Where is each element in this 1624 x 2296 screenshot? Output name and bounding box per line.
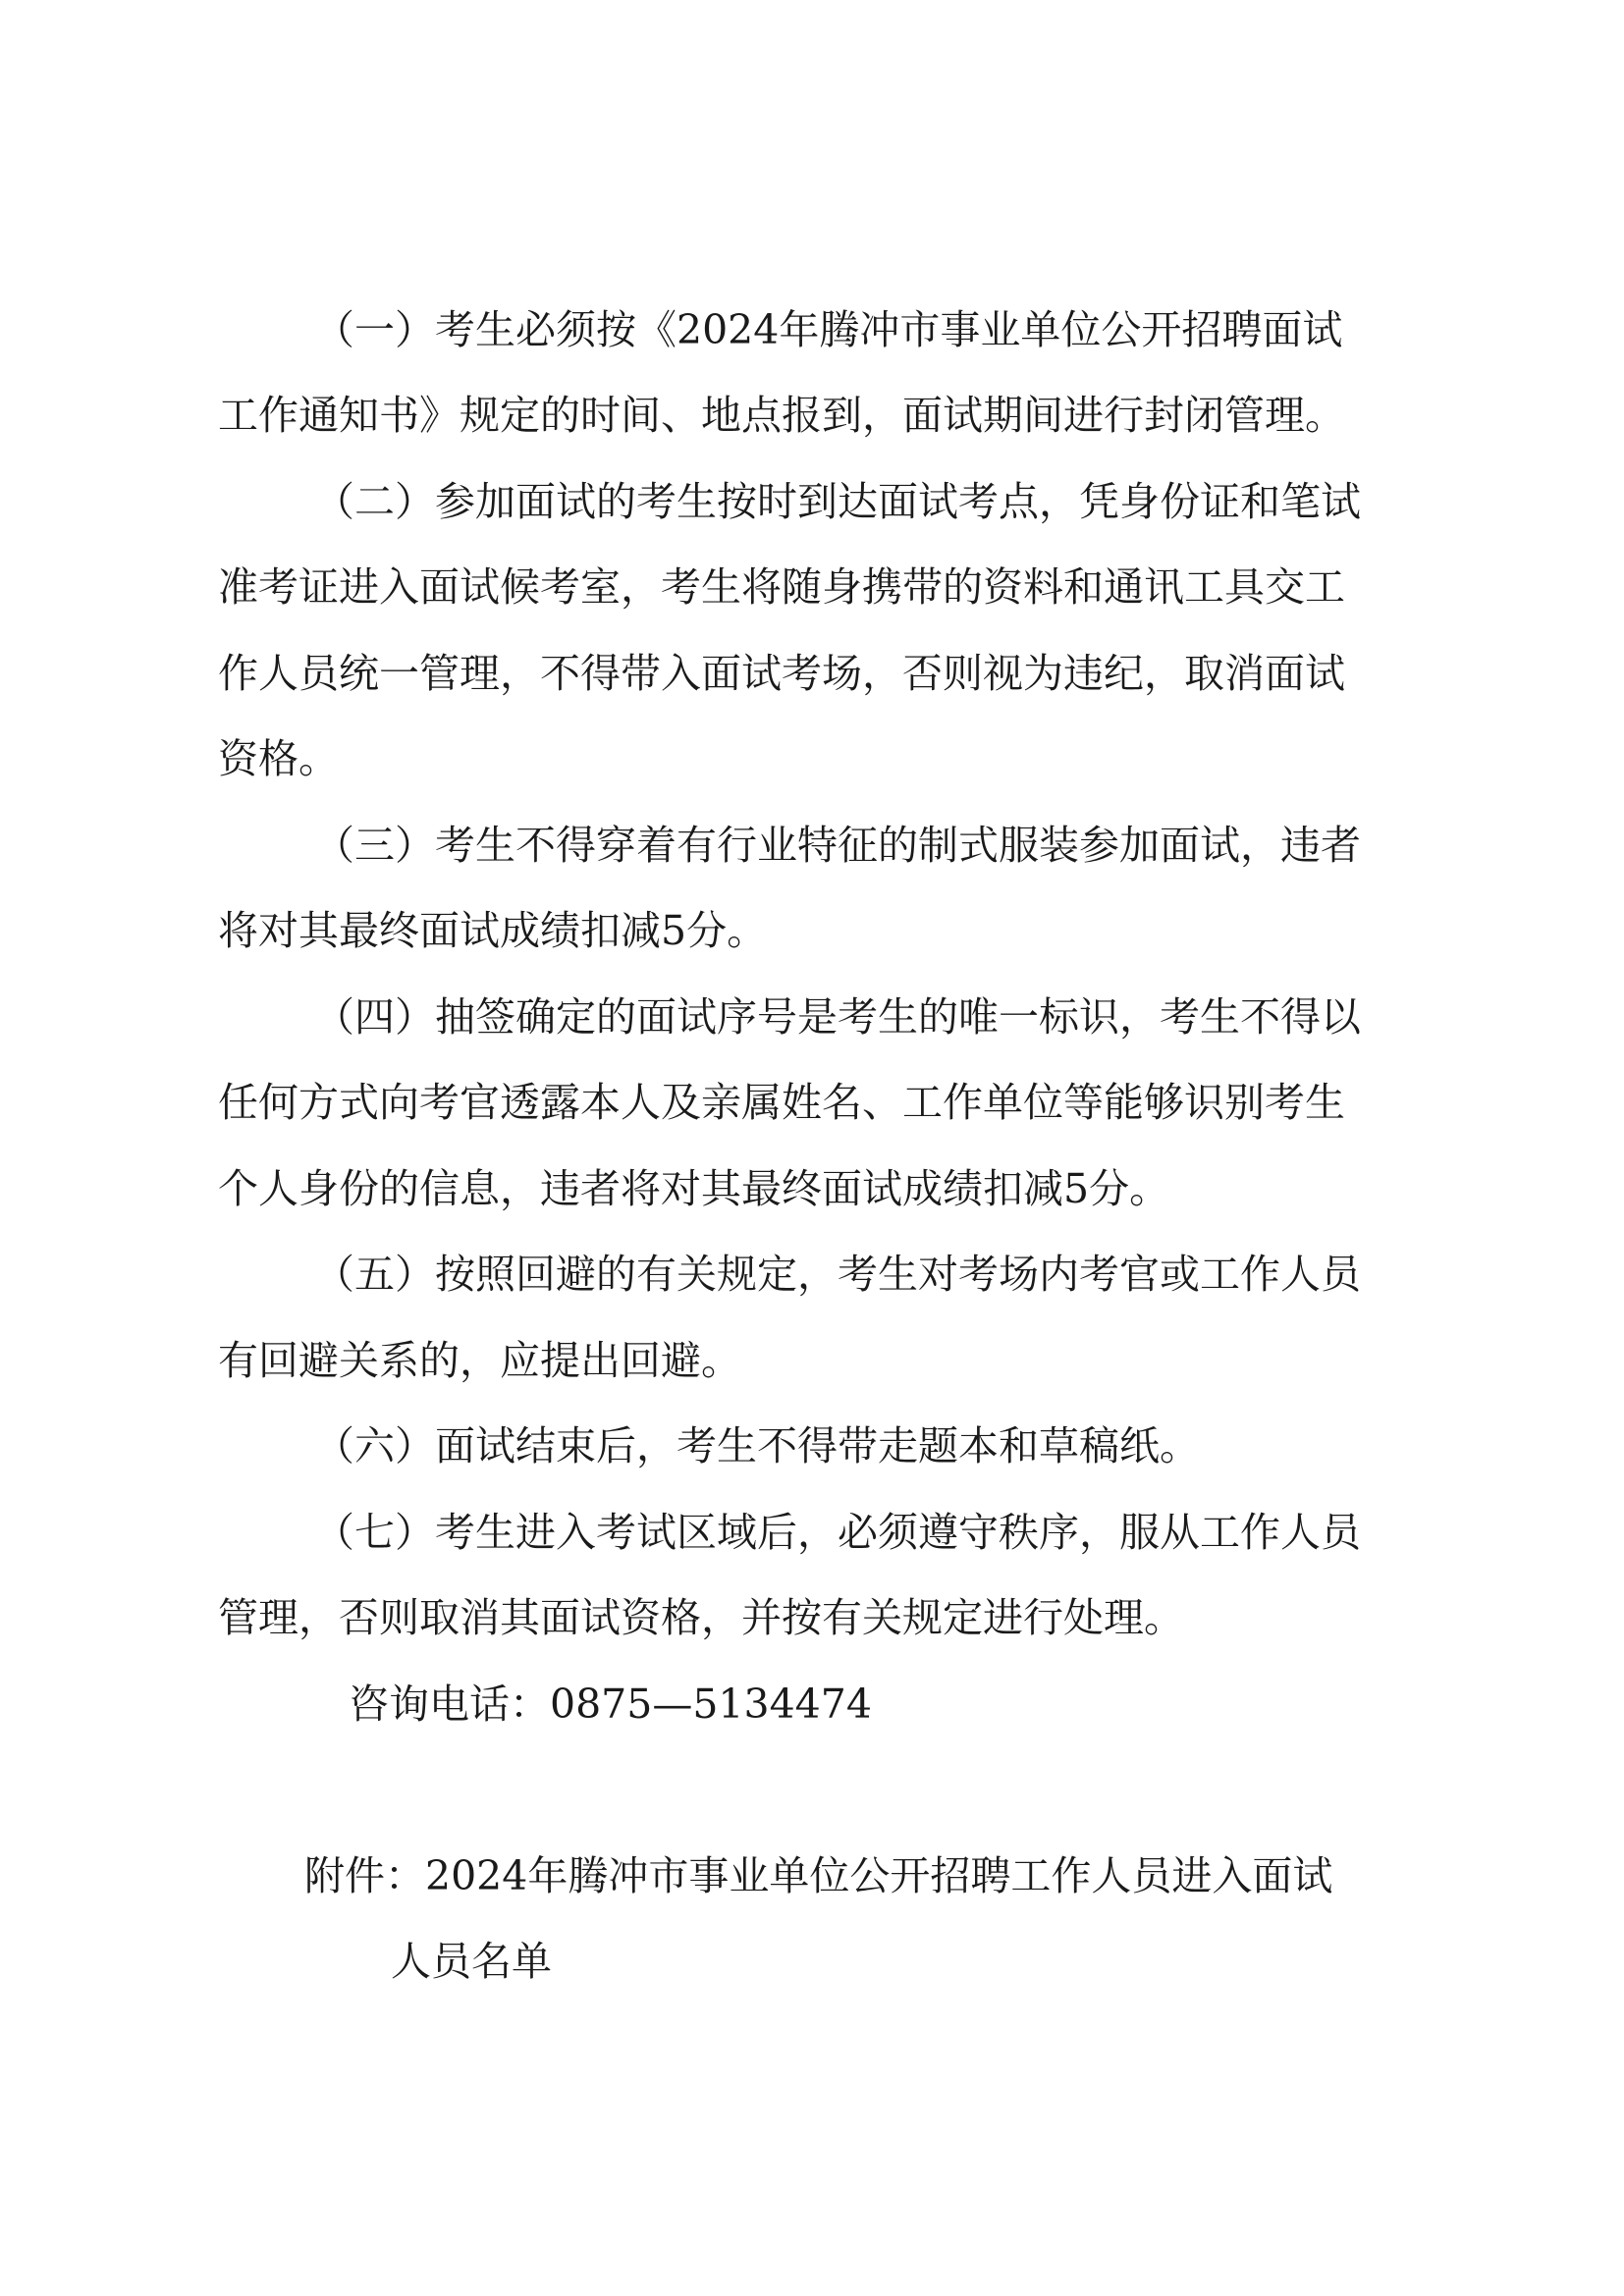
clause-5-line-1: （五）按照回避的有关规定，考生对考场内考官或工作人员: [314, 1251, 1361, 1298]
clause-5-line-2: 有回避关系的，应提出回避。: [218, 1337, 741, 1384]
clause-4-line-1: （四）抽签确定的面试序号是考生的唯一标识，考生不得以: [314, 993, 1361, 1041]
clause-1-line-2: 工作通知书》规定的时间、地点报到，面试期间进行封闭管理。: [218, 392, 1345, 439]
clause-4-line-2: 任何方式向考官透露本人及亲属姓名、工作单位等能够识别考生: [218, 1079, 1345, 1126]
clause-2-line-1: （二）参加面试的考生按时到达面试考点，凭身份证和笔试: [314, 478, 1361, 525]
clause-6-line-1: （六）面试结束后，考生不得带走题本和草稿纸。: [314, 1422, 1200, 1469]
attachment-line-2: 人员名单: [391, 1938, 552, 1985]
clause-4-line-3: 个人身份的信息，违者将对其最终面试成绩扣减5分。: [218, 1165, 1170, 1212]
clause-3-line-1: （三）考生不得穿着有行业特征的制式服装参加面试，违者: [314, 822, 1361, 869]
clause-7-line-2: 管理，否则取消其面试资格，并按有关规定进行处理。: [218, 1594, 1184, 1641]
clause-2-line-3: 作人员统一管理，不得带入面试考场，否则视为违纪，取消面试: [218, 650, 1345, 697]
clause-1-line-1: （一）考生必须按《2024年腾冲市事业单位公开招聘面试: [314, 306, 1343, 353]
contact-phone: 咨询电话：0875—5134474: [349, 1681, 872, 1728]
clause-3-line-2: 将对其最终面试成绩扣减5分。: [218, 907, 768, 954]
clause-2-line-2: 准考证进入面试候考室，考生将随身携带的资料和通讯工具交工: [218, 563, 1345, 611]
clause-2-line-4: 资格。: [218, 735, 339, 782]
attachment-line-1: 附件：2024年腾冲市事业单位公开招聘工作人员进入面试: [304, 1852, 1333, 1899]
clause-7-line-1: （七）考生进入考试区域后，必须遵守秩序，服从工作人员: [314, 1509, 1361, 1556]
